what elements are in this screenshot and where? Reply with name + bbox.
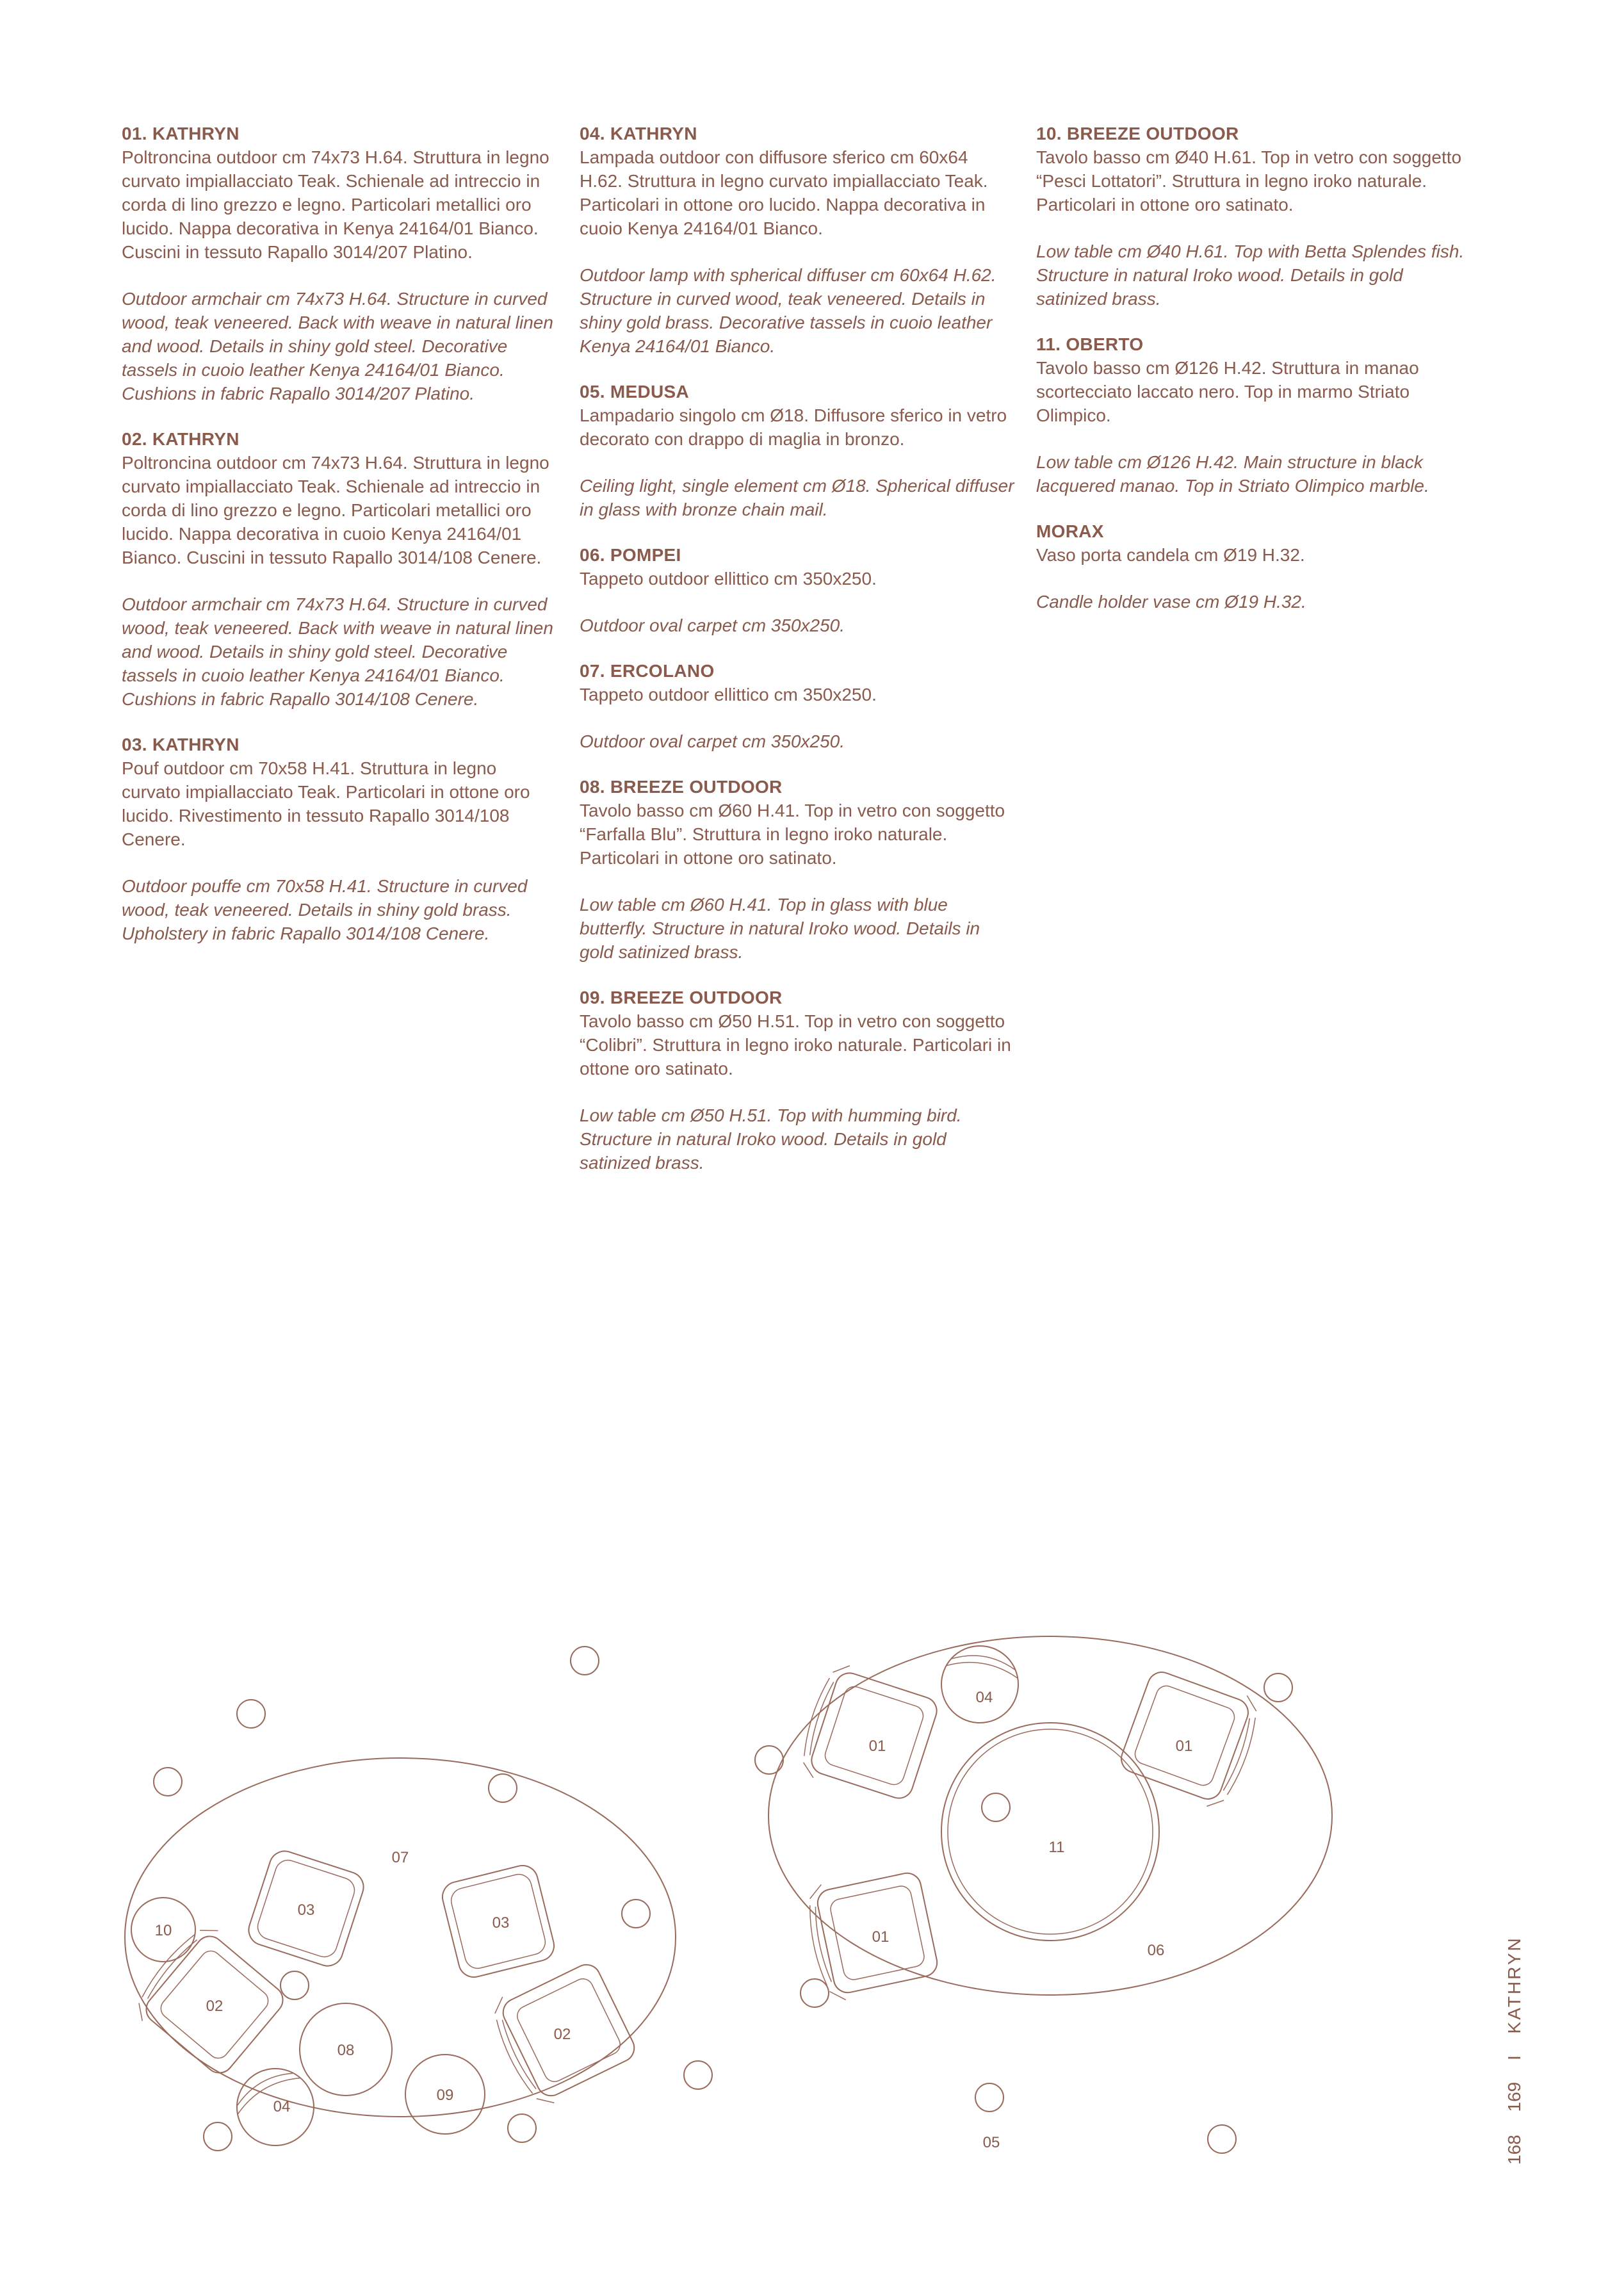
vase-marker (204, 2122, 232, 2151)
vase-marker (508, 2114, 536, 2142)
plan-label: 10 (154, 1922, 172, 1939)
product-entry-02 (122, 427, 557, 711)
product-title: 02. KATHRYN (122, 429, 240, 449)
plan-label: 08 (337, 2042, 355, 2059)
page-number-left: 168 (1504, 2135, 1524, 2165)
plan-label: 09 (436, 2087, 454, 2104)
footer-separator: I (1504, 2055, 1524, 2060)
product-desc-it: Poltroncina outdoor cm 74x73 H.64. Struttura in legno curvato impiallacciato Teak. Schienale ad intreccio in corda di lino grezzo e legno. Particolari metallici oro lucido. Nappa decorativa in cuoio Kenya 24164/01 Bianco. Cuscini in tessuto Rapallo 3014/108 Cenere. (122, 453, 549, 567)
lamp-04-right (935, 1640, 1024, 1729)
product-desc-it: Lampadario singolo cm Ø18. Diffusore sferico in vetro decorato con drappo di maglia in bronzo. (580, 405, 1007, 449)
vase-marker (975, 2083, 1004, 2112)
plan-label: 11 (1048, 1839, 1065, 1856)
plan-label: 03 (297, 1901, 315, 1919)
product-title: 08. BREEZE OUTDOOR (580, 777, 783, 797)
plan-label: 02 (553, 2026, 571, 2043)
product-desc-en: Candle holder vase cm Ø19 H.32. (1036, 592, 1306, 612)
rug-07-outline (125, 1758, 676, 2117)
product-desc-it: Tavolo basso cm Ø50 H.51. Top in vetro con soggetto “Colibri”. Struttura in legno iroko naturale. Particolari in ottone oro satinato. (580, 1011, 1011, 1079)
armchair-01-top-left (795, 1659, 943, 1808)
vase-marker (800, 1979, 829, 2007)
plan-label: 01 (872, 1928, 890, 1946)
plan-label: 02 (206, 1998, 223, 2015)
page-footer-text (1505, 1936, 1524, 2165)
vase-marker (982, 1793, 1010, 1821)
plan-label: 07 (391, 1849, 409, 1866)
product-entry-07 (580, 659, 1015, 753)
product-desc-en: Ceiling light, single element cm Ø18. Spherical diffuser in glass with bronze chain mail. (580, 476, 1014, 519)
product-title: 03. KATHRYN (122, 735, 240, 754)
product-desc-en: Outdoor armchair cm 74x73 H.64. Structure in curved wood, teak veneered. Back with weave in natural linen and wood. Details in shiny gold steel. Decorative tassels in cuoio leather Kenya 24164/01 Bianco. Cushions in fabric Rapallo 3014/207 Platino. (122, 289, 553, 403)
product-title: 05. MEDUSA (580, 382, 690, 402)
product-desc-en: Low table cm Ø60 H.41. Top in glass with blue butterfly. Structure in natural Iroko wood. Details in gold satinized brass. (580, 895, 980, 962)
text-column-1 (122, 122, 557, 967)
text-column-3 (1036, 122, 1472, 635)
vase-marker (684, 2061, 712, 2089)
vase-marker (1208, 2125, 1236, 2153)
product-desc-it: Poltroncina outdoor cm 74x73 H.64. Struttura in legno curvato impiallacciato Teak. Schienale ad intreccio in corda di lino grezzo e legno. Particolari metallici oro lucido. Nappa decorativa in Kenya 24164/01 Bianco. Cuscini in tessuto Rapallo 3014/207 Platino. (122, 147, 549, 262)
vase-marker (154, 1768, 182, 1796)
product-entry-09 (580, 986, 1015, 1175)
product-title: 09. BREEZE OUTDOOR (580, 988, 783, 1007)
product-desc-en: Outdoor armchair cm 74x73 H.64. Structure in curved wood, teak veneered. Back with weave in natural linen and wood. Details in shiny gold steel. Decorative tassels in cuoio leather Kenya 24164/01 Bianco. Cushions in fabric Rapallo 3014/108 Cenere. (122, 594, 553, 709)
left-plan-group (125, 1647, 712, 2160)
product-desc-en: Outdoor oval carpet cm 350x250. (580, 731, 845, 751)
product-desc-en: Outdoor lamp with spherical diffuser cm 60x64 H.62. Structure in curved wood, teak veneered. Details in shiny gold brass. Decorative tassels in cuoio leather Kenya 24164/01 Bianco. (580, 265, 996, 356)
product-entry-01 (122, 122, 557, 405)
product-desc-it: Lampada outdoor con diffusore sferico cm 60x64 H.62. Struttura in legno curvato impiallacciato Teak. Particolari in ottone oro lucido. Nappa decorativa in cuoio Kenya 24164/01 Bianco. (580, 147, 988, 238)
plan-label: 05 (982, 2134, 1000, 2151)
vase-marker (755, 1746, 783, 1774)
page-number-right: 169 (1504, 2081, 1524, 2112)
product-desc-it: Tappeto outdoor ellittico cm 350x250. (580, 685, 877, 704)
plan-label: 06 (1147, 1942, 1165, 1959)
right-plan-group (755, 1636, 1332, 2153)
vase-marker (1264, 1673, 1292, 1702)
product-title: MORAX (1036, 521, 1104, 541)
page-footer-vertical (1504, 1936, 1524, 2184)
product-entry-10 (1036, 122, 1472, 311)
text-column-2 (580, 122, 1015, 1196)
plan-label: 04 (273, 2098, 291, 2115)
product-desc-it: Tavolo basso cm Ø126 H.42. Struttura in manao scortecciato laccato nero. Top in marmo Striato Olimpico. (1036, 358, 1419, 425)
vase-marker (571, 1647, 599, 1675)
floor-plan-diagram (0, 1588, 1601, 2229)
plan-label: 04 (975, 1689, 993, 1706)
product-entry-morax (1036, 519, 1472, 614)
product-desc-en: Low table cm Ø40 H.61. Top with Betta Splendes fish. Structure in natural Iroko wood. Details in gold satinized brass. (1036, 241, 1465, 309)
vase-marker (237, 1700, 265, 1728)
plan-label: 01 (868, 1738, 886, 1755)
product-desc-en: Low table cm Ø126 H.42. Main structure in black lacquered manao. Top in Striato Olimpico marble. (1036, 452, 1429, 496)
product-entry-06 (580, 543, 1015, 637)
product-desc-en: Outdoor oval carpet cm 350x250. (580, 615, 845, 635)
floor-plan-svg (0, 1588, 1601, 2229)
product-title: 01. KATHRYN (122, 124, 240, 143)
product-desc-en: Outdoor pouffe cm 70x58 H.41. Structure in curved wood, teak veneered. Details in shiny gold brass. Upholstery in fabric Rapallo 3014/108 Cenere. (122, 876, 528, 943)
vase-marker (622, 1900, 650, 1928)
product-title: 04. KATHRYN (580, 124, 697, 143)
product-desc-it: Vaso porta candela cm Ø19 H.32. (1036, 545, 1305, 565)
product-title: 11. OBERTO (1036, 334, 1144, 354)
plan-label: 01 (1175, 1738, 1193, 1755)
product-desc-it: Tavolo basso cm Ø40 H.61. Top in vetro con soggetto “Pesci Lottatori”. Struttura in legno iroko naturale. Particolari in ottone oro satinato. (1036, 147, 1462, 215)
product-entry-11 (1036, 332, 1472, 498)
plan-label: 03 (492, 1914, 510, 1932)
product-entry-05 (580, 380, 1015, 521)
product-entry-08 (580, 775, 1015, 964)
product-entry-04 (580, 122, 1015, 358)
product-title: 06. POMPEI (580, 545, 681, 565)
vase-marker (489, 1774, 517, 1802)
vase-marker (280, 1971, 309, 1999)
product-desc-en: Low table cm Ø50 H.51. Top with humming bird. Structure in natural Iroko wood. Details in gold satinized brass. (580, 1105, 962, 1173)
product-title: 07. ERCOLANO (580, 661, 715, 681)
product-title: 10. BREEZE OUTDOOR (1036, 124, 1239, 143)
collection-name: KATHRYN (1504, 1936, 1524, 2034)
product-desc-it: Pouf outdoor cm 70x58 H.41. Struttura in legno curvato impiallacciato Teak. Particolari in ottone oro lucido. Rivestimento in tessuto Rapallo 3014/108 Cenere. (122, 758, 530, 849)
table-11-outer (941, 1723, 1159, 1941)
product-desc-it: Tappeto outdoor ellittico cm 350x250. (580, 569, 877, 589)
product-desc-it: Tavolo basso cm Ø60 H.41. Top in vetro con soggetto “Farfalla Blu”. Struttura in legno iroko naturale. Particolari in ottone oro satinato. (580, 801, 1005, 868)
product-entry-03 (122, 733, 557, 945)
